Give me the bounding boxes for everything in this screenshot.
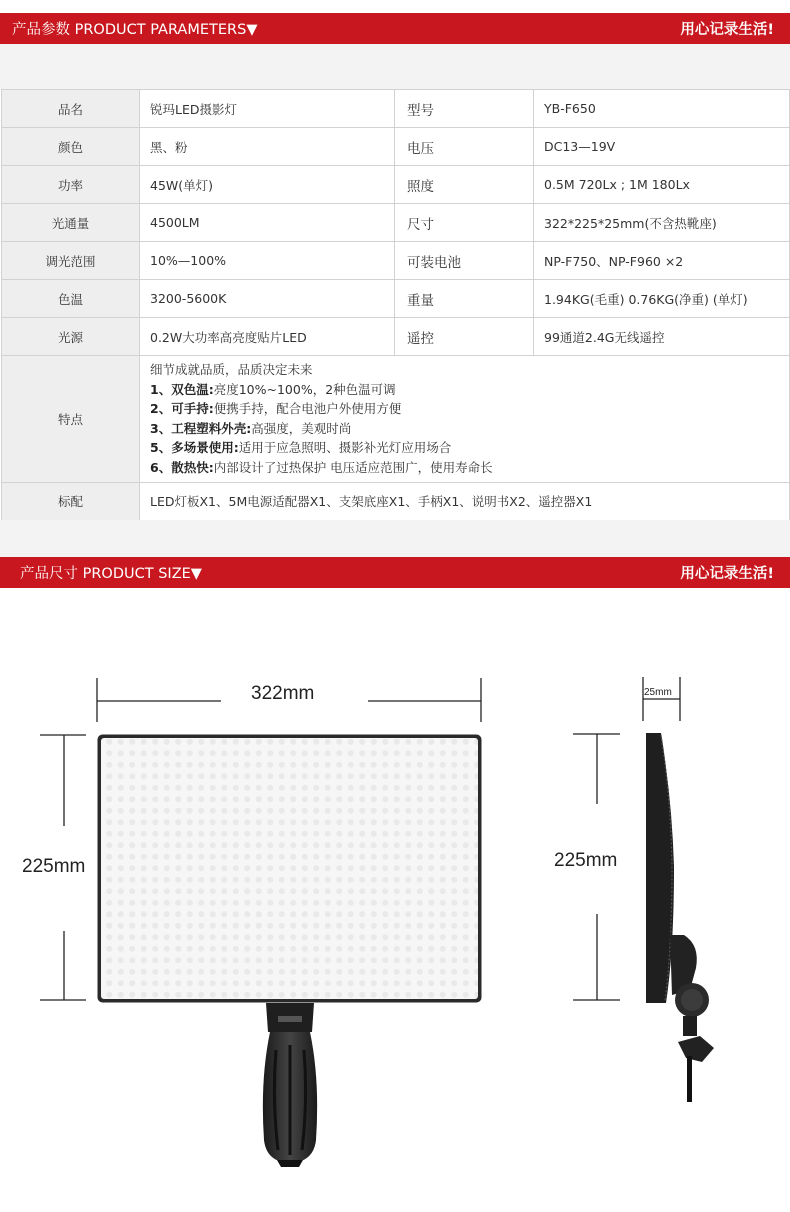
feature-item — [150, 419, 789, 439]
spec-key: 型号 — [395, 90, 534, 128]
spec-value: 99通道2.4G无线遥控 — [534, 318, 790, 356]
spec-key: 光通量 — [2, 204, 140, 242]
header-spacer — [0, 44, 790, 89]
table-row — [2, 280, 790, 318]
spec-value: 3200-5600K — [140, 280, 395, 318]
spec-value: NP-F750、NP-F960 ×2 — [534, 242, 790, 280]
feature-item — [150, 438, 789, 458]
spec-key: 可装电池 — [395, 242, 534, 280]
width-label: 322mm — [251, 683, 315, 704]
section-title: 产品参数 PRODUCT PARAMETERS▼ — [12, 22, 258, 38]
features-intro: 细节成就品质，品质决定未来 — [150, 362, 313, 377]
table-row — [2, 166, 790, 204]
height-label-front: 225mm — [22, 856, 86, 877]
spec-value: 4500LM — [140, 204, 395, 242]
spec-value: YB-F650 — [534, 90, 790, 128]
spec-key: 功率 — [2, 166, 140, 204]
feature-text: 便携手持，配合电池户外使用方便 — [213, 401, 402, 417]
accessories-value: LED灯板X1、5M电源适配器X1、支架底座X1、手柄X1、说明书X2、遥控器X1 — [140, 482, 790, 520]
spec-key: 调光范围 — [2, 242, 140, 280]
features-row — [2, 356, 790, 483]
section-title: 产品尺寸 PRODUCT SIZE▼ — [20, 566, 202, 582]
table-row — [2, 128, 790, 166]
accessories-label: 标配 — [2, 482, 140, 520]
spec-table — [1, 89, 790, 521]
spec-key: 品名 — [2, 90, 140, 128]
section-slogan: 用心记录生活! — [680, 566, 774, 582]
features-label: 特点 — [2, 356, 140, 483]
spec-value: 1.94KG(毛重) 0.76KG(净重) (单灯) — [534, 280, 790, 318]
led-panel-front — [98, 735, 482, 1003]
spec-key: 电压 — [395, 128, 534, 166]
section-header-size — [0, 557, 790, 588]
table-row — [2, 318, 790, 356]
spec-key: 光源 — [2, 318, 140, 356]
feature-text: 高强度，美观时尚 — [251, 420, 352, 436]
handle — [263, 1003, 317, 1167]
spec-key: 照度 — [395, 166, 534, 204]
feature-item — [150, 399, 789, 419]
spec-value: DC13—19V — [534, 128, 790, 166]
accessories-row — [2, 482, 790, 520]
spec-value: 45W(单灯) — [140, 166, 395, 204]
features-cell — [140, 356, 790, 483]
spec-value: 黑、粉 — [140, 128, 395, 166]
feature-text: 适用于应急照明、摄影补光灯应用场合 — [238, 440, 452, 456]
spec-value: 10%—100% — [140, 242, 395, 280]
feature-title: 2、可手持: — [150, 401, 214, 417]
thickness-dimension-lines — [643, 677, 680, 721]
feature-title: 3、工程塑料外壳: — [150, 420, 252, 436]
feature-item — [150, 458, 789, 478]
spec-key: 尺寸 — [395, 204, 534, 242]
spec-value: 0.2W大功率高亮度贴片LED — [140, 318, 395, 356]
feature-text: 亮度10%~100%，2种色温可调 — [213, 381, 396, 397]
table-row — [2, 90, 790, 128]
section-slogan: 用心记录生活! — [680, 22, 774, 38]
spec-key: 重量 — [395, 280, 534, 318]
height-label-side: 225mm — [554, 850, 618, 871]
spec-key: 颜色 — [2, 128, 140, 166]
feature-text: 内部设计了过热保护 电压适应范围广，使用寿命长 — [213, 459, 493, 475]
spec-key: 遥控 — [395, 318, 534, 356]
feature-title: 6、散热快: — [150, 459, 214, 475]
feature-title: 5、多场景使用: — [150, 440, 239, 456]
spec-value: 锐玛LED摄影灯 — [140, 90, 395, 128]
led-panel-side — [646, 733, 714, 1102]
spec-value: 0.5M 720Lx ; 1M 180Lx — [534, 166, 790, 204]
section-spacer — [0, 520, 790, 557]
table-row — [2, 242, 790, 280]
feature-title: 1、双色温: — [150, 381, 214, 397]
thickness-label: 25mm — [644, 687, 672, 698]
spec-value: 322*225*25mm(不含热靴座) — [534, 204, 790, 242]
section-header-parameters — [0, 13, 790, 44]
spec-key: 色温 — [2, 280, 140, 318]
table-row — [2, 204, 790, 242]
feature-item — [150, 380, 789, 400]
